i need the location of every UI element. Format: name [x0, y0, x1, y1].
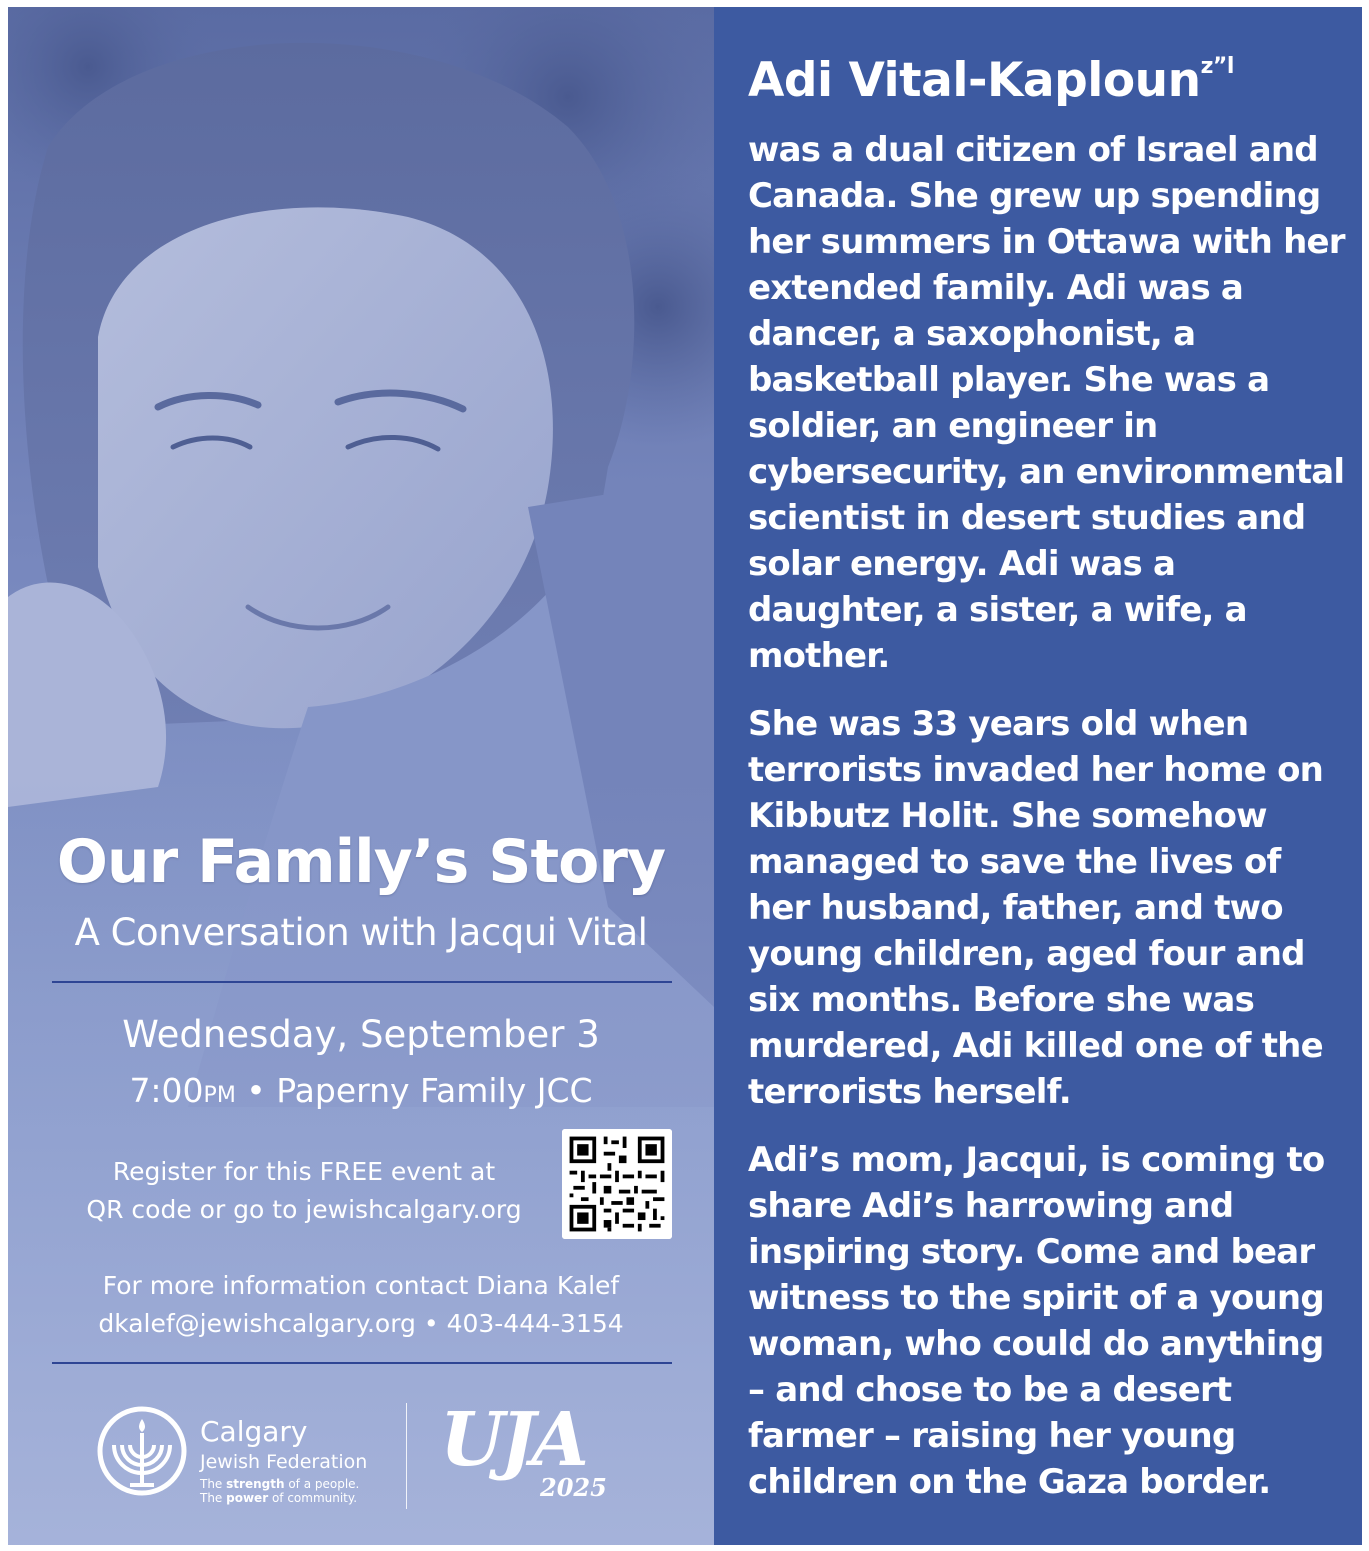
tagline-2b: power [226, 1491, 269, 1505]
story-panel [714, 7, 1362, 1545]
tagline-2c: of community. [268, 1491, 358, 1505]
tagline-2a: The [200, 1491, 227, 1505]
story-paragraph-2: She was 33 years old when terrorists invaded her home on Kibbutz Holit. She somehow managed to save the lives of her husband, father, and two young children, aged four and six months. Before she was murdered, Adi killed one of the terrorists herself. [748, 704, 1324, 1112]
event-place: Paperny Family JCC [276, 1071, 593, 1110]
contact-line-2: dkalef@jewishcalgary.org • 403-444-3154 [98, 1309, 624, 1338]
logo-divider [406, 1403, 407, 1509]
tagline-1b: strength [226, 1477, 285, 1491]
story-name [748, 53, 1234, 108]
uja-wordmark: UJA [440, 1397, 585, 1483]
divider-bottom [52, 1362, 672, 1364]
register-line-2: QR code or go to jewishcalgary.org [86, 1195, 522, 1224]
register-text [44, 1153, 564, 1229]
separator-dot: • [235, 1071, 277, 1110]
photo-panel [8, 7, 714, 1545]
event-subtitle: A Conversation with Jacqui Vital [74, 911, 648, 954]
story-paragraph-3: Adi’s mom, Jacqui, is coming to share Adi’s harrowing and inspiring story. Come and bear witness to the spirit of a young woman, who could do anything – and chose to be a desert farmer – raising her young children on the Gaza border. [748, 1140, 1325, 1502]
org-name-line-2: Jewish Federation [200, 1451, 368, 1473]
event-title: Our Family’s Story [56, 827, 666, 897]
story-paragraph-1: was a dual citizen of Israel and Canada. She grew up spending her summers in Ottawa with her extended family. Adi was a dancer, a saxophonist, a basketball player. She was a soldier, an engineer in cybersecurity, an environmental scientist in desert studies and solar energy. Adi was a daughter, a sister, a wife, a mother. [748, 130, 1345, 676]
uja-logo [436, 1393, 616, 1503]
org-tagline [200, 1477, 359, 1505]
contact-text [8, 1267, 714, 1343]
tagline-1a: The [200, 1477, 227, 1491]
name-honorific: z”l [1200, 54, 1234, 80]
org-name-line-1: Calgary [200, 1415, 308, 1448]
event-time: 7:00 [129, 1071, 204, 1110]
qr-code[interactable] [562, 1129, 672, 1239]
tagline-1c: of a people. [284, 1477, 360, 1491]
event-time-place [8, 1071, 714, 1110]
contact-line-1: For more information contact Diana Kalef [102, 1271, 620, 1300]
register-line-1: Register for this FREE event at [112, 1157, 496, 1186]
federation-logo [96, 1405, 386, 1509]
event-info [8, 7, 714, 1545]
event-time-suffix: PM [203, 1083, 236, 1108]
name-text: Adi Vital-Kaploun [748, 53, 1201, 108]
menorah-logo-icon [96, 1405, 188, 1497]
divider-top [52, 981, 672, 983]
uja-year: 2025 [540, 1473, 607, 1502]
event-poster [8, 7, 1362, 1545]
event-date: Wednesday, September 3 [122, 1013, 600, 1056]
